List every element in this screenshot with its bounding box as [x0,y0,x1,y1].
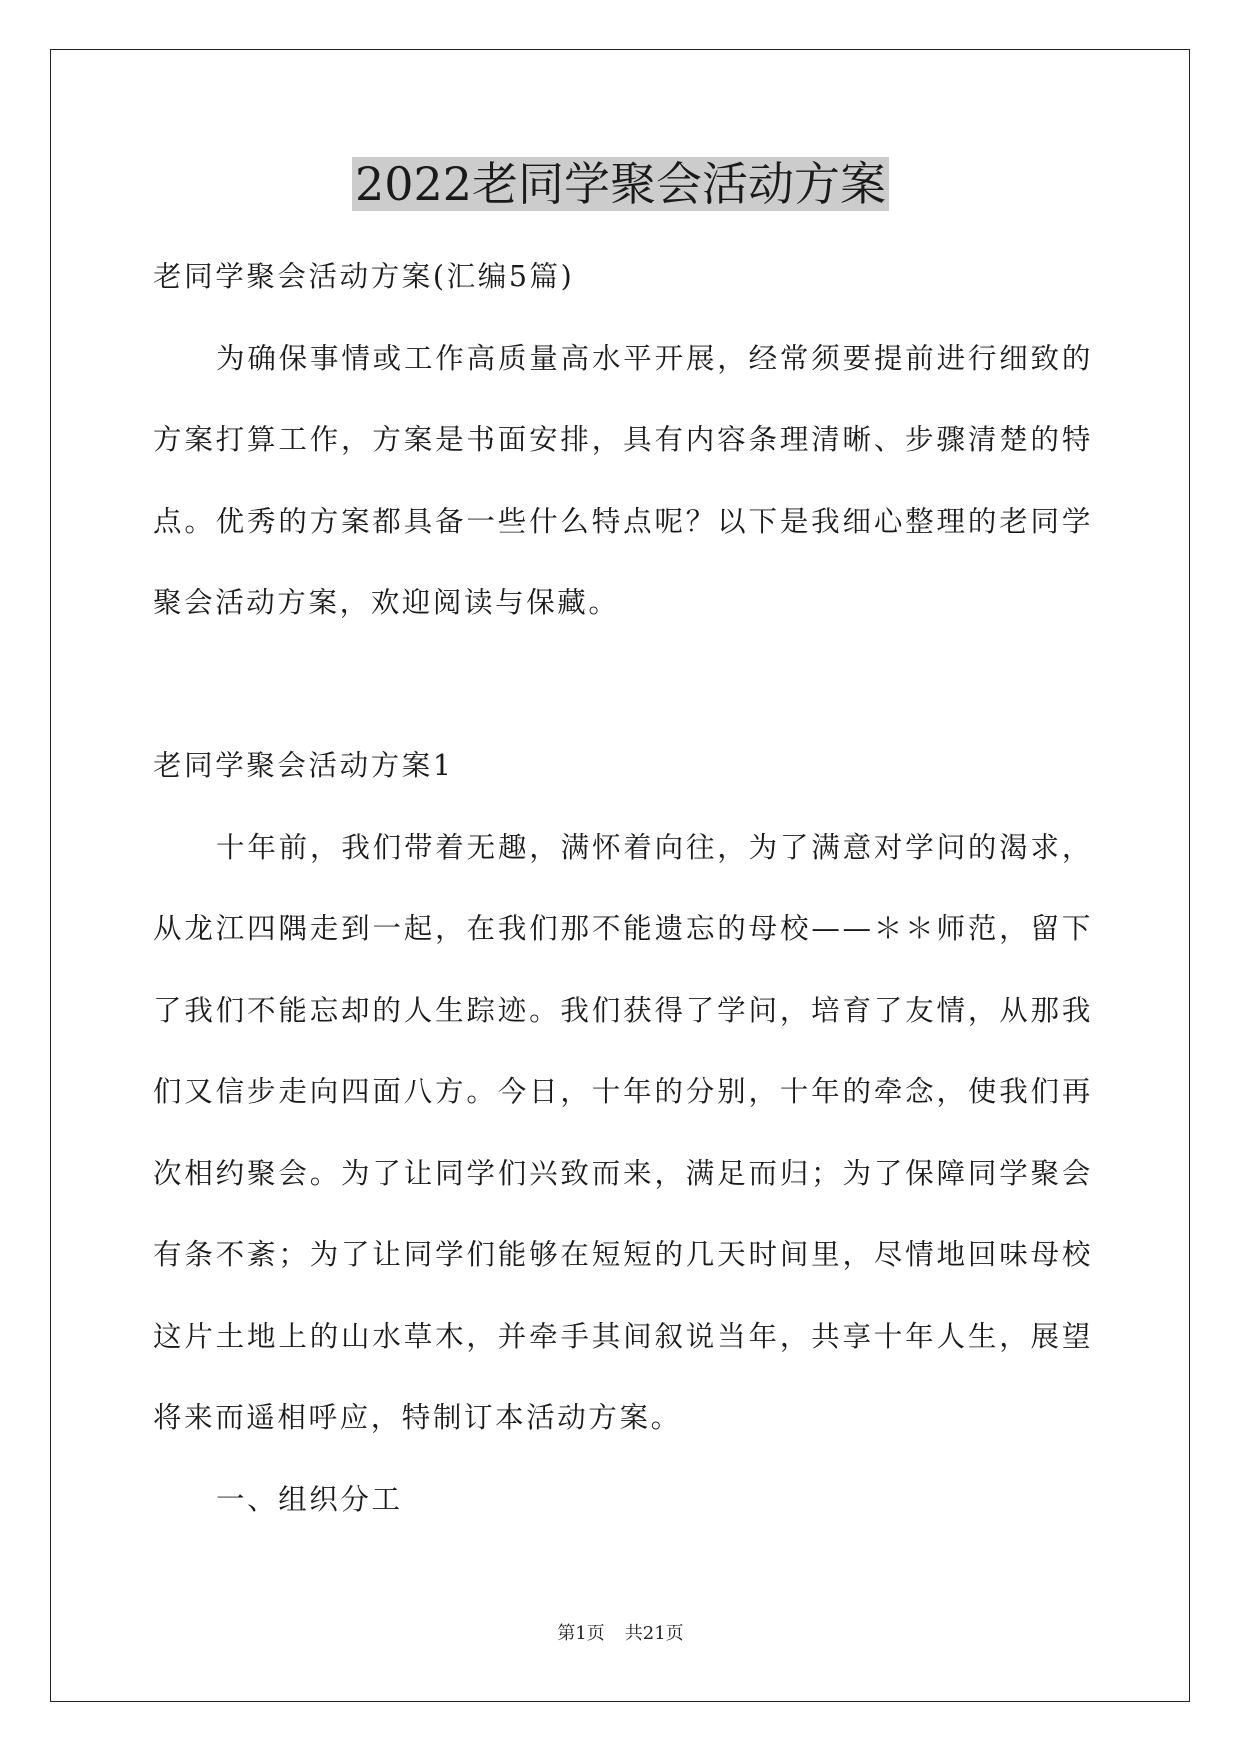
document-body [153,236,1093,1540]
page-total: 共21页 [624,1623,684,1644]
intro-paragraph: 为确保事情或工作高质量高水平开展，经常须要提前进行细致的方案打算工作，方案是书面安排，具有内容条理清晰、步骤清楚的特点。优秀的方案都具备一些什么特点呢？以下是我细心整理的老同学聚会活动方案，欢迎阅读与保藏。 [153,341,1093,619]
page-footer [0,1622,1241,1646]
paragraph-spacer [153,644,1093,726]
section-paragraph: 十年前，我们带着无趣，满怀着向往，为了满意对学问的渴求，从龙江四隅走到一起，在我们那不能遗忘的母校——＊＊师范，留下了我们不能忘却的人生踪迹。我们获得了学问，培育了友情，从那我们又信步走向四面八方。今日，十年的分别，十年的牵念，使我们再次相约聚会。为了让同学们兴致而来，满足而归；为了保障同学聚会有条不紊；为了让同学们能够在短短的几天时间里，尽情地回味母校这片土地上的山水草木，并牵手其间叙说当年，共享十年人生，展望将来而遥相呼应，特制订本活动方案。 [153,830,1093,1434]
document-title: 2022老同学聚会活动方案 [0,154,1241,214]
page-number: 第1页 [557,1623,605,1644]
section-heading: 老同学聚会活动方案1 [153,749,454,782]
document-subtitle: 老同学聚会活动方案(汇编5篇) [153,260,575,293]
list-item-heading: 一、组织分工 [216,1482,403,1516]
